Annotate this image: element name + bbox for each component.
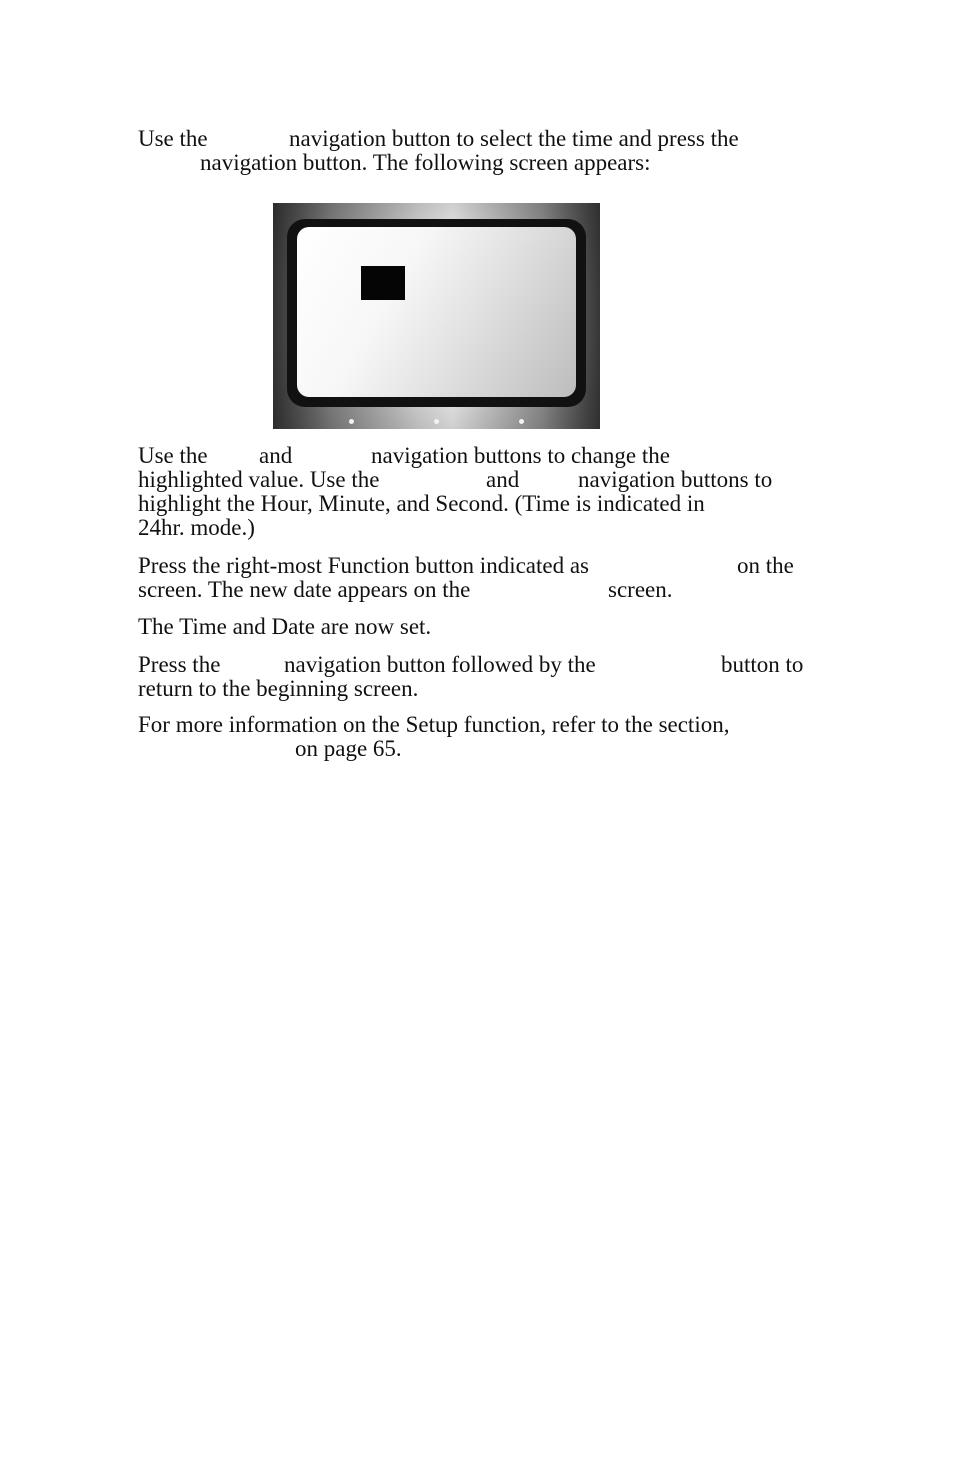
text-line	[138, 127, 828, 151]
text-segment: navigation button to select the time and press the	[289, 126, 739, 151]
lcd-display	[297, 227, 576, 397]
function-button-indicator-middle	[434, 419, 439, 424]
highlighted-value-cursor	[361, 266, 405, 300]
text-segment: highlight the Hour, Minute, and Second. (Time is indicated in	[138, 491, 705, 516]
text-segment: and	[486, 467, 520, 492]
text-segment: The Time and Date are now set.	[138, 614, 432, 639]
text-segment: screen.	[608, 577, 673, 602]
function-button-indicator-right	[519, 419, 524, 424]
step-press-function	[138, 554, 828, 602]
text-segment: on page 65.	[295, 736, 402, 761]
text-line	[138, 677, 828, 701]
text-segment: navigation button. The following screen appears:	[200, 150, 651, 175]
text-line	[138, 554, 828, 578]
text-line	[138, 492, 828, 516]
text-segment: return to the beginning screen.	[138, 676, 419, 701]
text-line	[138, 713, 828, 737]
function-button-indicator-left	[349, 419, 354, 424]
step-change-value	[138, 444, 828, 540]
text-segment: For more information on the Setup function, refer to the section,	[138, 712, 730, 737]
device-screen-figure	[273, 203, 600, 429]
text-segment: Use the	[138, 126, 208, 151]
text-segment: navigation buttons to	[578, 467, 773, 492]
text-segment: on the	[737, 553, 794, 578]
text-segment: 24hr. mode.)	[138, 515, 255, 540]
text-line	[138, 653, 828, 677]
text-segment: navigation button followed by the	[284, 652, 596, 677]
screen-bezel	[287, 219, 586, 407]
text-segment: Press the	[138, 652, 221, 677]
text-segment: Use the	[138, 443, 208, 468]
text-line	[138, 737, 828, 761]
step-more-info	[138, 713, 828, 761]
step-time-set	[138, 615, 828, 639]
text-segment: and	[259, 443, 293, 468]
text-line	[138, 615, 828, 639]
step-select-time	[138, 127, 828, 175]
text-line	[138, 468, 828, 492]
text-segment: Press the right-most Function button indicated as	[138, 553, 590, 578]
text-line	[138, 578, 828, 602]
text-line	[138, 151, 828, 175]
text-line	[138, 444, 828, 468]
text-segment: screen. The new date appears on the	[138, 577, 471, 602]
text-segment: highlighted value. Use the	[138, 467, 380, 492]
text-line	[138, 516, 828, 540]
text-segment: navigation buttons to change the	[371, 443, 670, 468]
step-return	[138, 653, 828, 701]
text-segment: button to	[721, 652, 804, 677]
